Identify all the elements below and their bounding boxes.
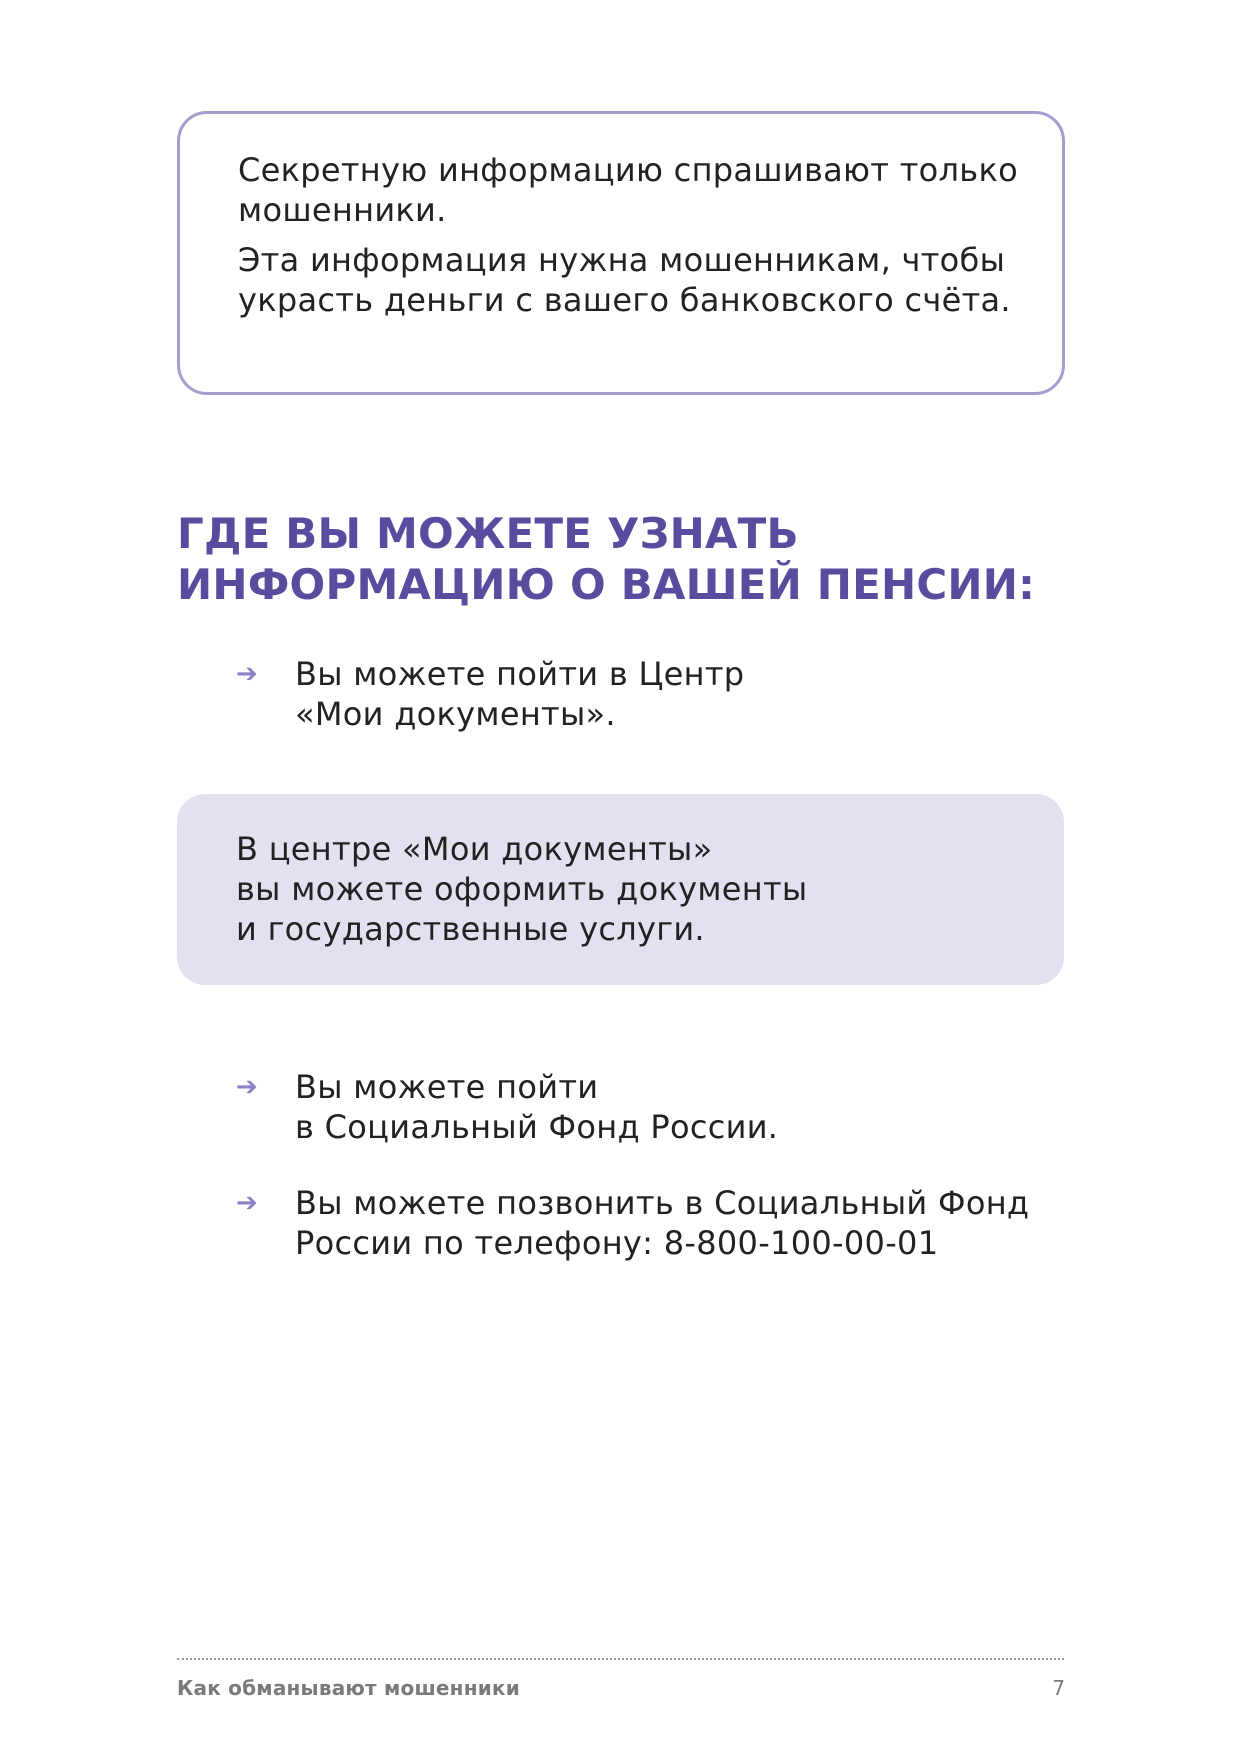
warning-info-box [177, 111, 1065, 395]
bullet-text: Вы можете позвонить в Социальный Фонд России по телефону: 8-800-100-00-01 [295, 1184, 1030, 1262]
arrow-right-icon: ➔ [236, 1188, 258, 1218]
arrow-right-icon: ➔ [236, 659, 258, 689]
documents-center-note [177, 794, 1064, 985]
section-title: ГДЕ ВЫ МОЖЕТЕ УЗНАТЬ ИНФОРМАЦИЮ О ВАШЕЙ ПЕНСИИ: [177, 509, 1036, 609]
note-text: В центре «Мои документы» вы можете оформить документы и государственные услуги. [236, 830, 808, 948]
warning-text-2: Эта информация нужна мошенникам, чтобы украсть деньги с вашего банковского счёта. [238, 241, 1011, 319]
footer-divider [177, 1658, 1064, 1660]
bullet-text: Вы можете пойти в Социальный Фонд России. [295, 1068, 779, 1146]
footer-title: Как обманывают мошенники [177, 1676, 520, 1700]
warning-text-1: Секретную информацию спрашивают только мошенники. [238, 151, 1018, 229]
arrow-right-icon: ➔ [236, 1072, 258, 1102]
page-number: 7 [1052, 1676, 1065, 1700]
bullet-text: Вы можете пойти в Центр «Мои документы». [295, 655, 745, 733]
